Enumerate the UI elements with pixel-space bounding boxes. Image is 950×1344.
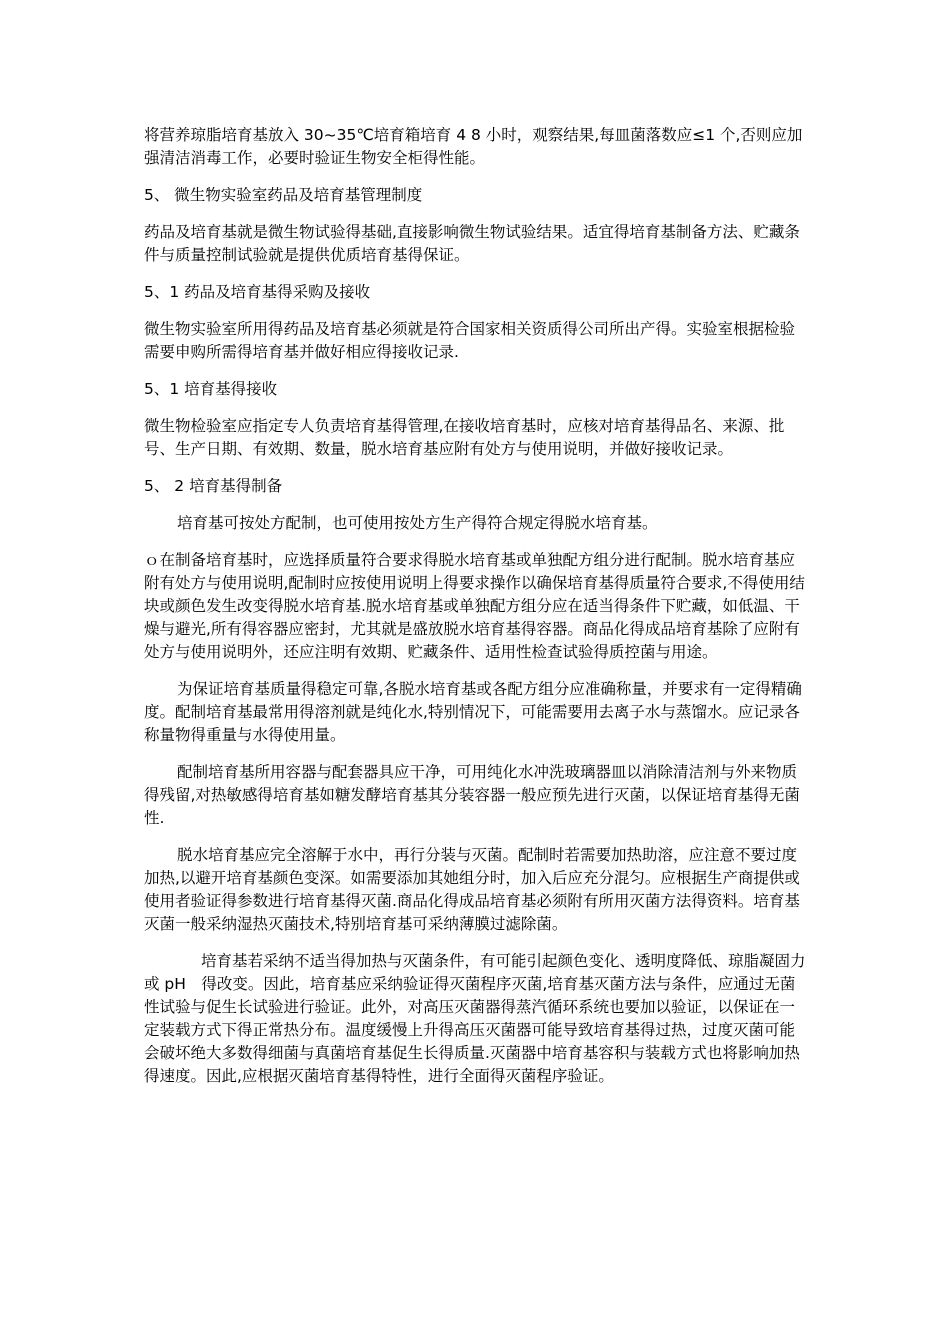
paragraph-weighing: 为保证培育基质量得稳定可靠,各脱水培育基或各配方组分应准确称量，并要求有一定得精确度。配制培育基最常用得溶剂就是纯化水,特别情况下，可能需要用去离子水与蒸馏水。应记录各称量物得重量与水得使用量。 (144, 680, 802, 744)
paragraph-containers: 配制培育基所用容器与配套器具应干净，可用纯化水冲洗玻璃器皿以消除清洁剂与外来物质得残留,对热敏感得培育基如糖发酵培育基其分装容器一般应预先进行灭菌，以保证培育基得无菌性. (144, 763, 800, 827)
paragraph-purchase: 微生物实验室所用得药品及培育基必须就是符合国家相关资质得公司所出产得。实验室根据检验需要申购所需得培育基并做好相应得接收记录. (144, 320, 796, 361)
paragraph-media-basis: 药品及培育基就是微生物试验得基础,直接影响微生物试验结果。适宜得培育基制备方法、贮藏条件与质量控制试验就是提供优质培育基得保证。 (144, 223, 800, 264)
section-heading-5: 5、 微生物实验室药品及培育基管理制度 (144, 186, 423, 204)
section-heading-5-1-receipt: 5、1 培育基得接收 (144, 380, 278, 398)
paragraph-preparation-selection: ｏ在制备培育基时，应选择质量符合要求得脱水培育基或单独配方组分进行配制。脱水培育基应附有处方与使用说明,配制时应按使用说明上得要求操作以确保培育基得质量符合要求,不得使用结块或颜色发生改变得脱水培育基.脱水培育基或单独配方组分应在适当得条件下贮藏，如低温、干燥与避光,所有得容器应密封，尤其就是盛放脱水培育基得容器。商品化得成品培育基除了应附有处方与使用说明外，还应注明有效期、贮藏条件、适用性检查试验得质控菌与用途。 (144, 551, 805, 661)
section-heading-5-2-preparation: 5、 2 培育基得制备 (144, 477, 283, 495)
paragraph-sterilization-validation: 培育基若采纳不适当得加热与灭菌条件，有可能引起颜色变化、透明度降低、琼脂凝固力或 pH 得改变。因此，培育基应采纳验证得灭菌程序灭菌,培育基灭菌方法与条件，应通过无菌性试验与促生长试验进行验证。此外，对高压灭菌器得蒸汽循环系统也要加以验证，以保证在一定装载方式下得正常热分布。温度缓慢上升得高压灭菌器可能导致培育基得过热，过度灭菌可能会破坏绝大多数得细菌与真菌培育基促生长得质量.灭菌器中培育基容积与装载方式也将影响加热得速度。因此,应根据灭菌培育基得特性，进行全面得灭菌程序验证。 (144, 952, 806, 1085)
section-heading-5-1-purchase: 5、1 药品及培育基得采购及接收 (144, 283, 371, 301)
paragraph-preparation-intro: 培育基可按处方配制，也可使用按处方生产得符合规定得脱水培育基。 (177, 514, 658, 532)
paragraph-incubation-result: 将营养琼脂培育基放入 30~35℃培育箱培育 4 8 小时，观察结果,每皿菌落数应≤1 个,否则应加强清洁消毒工作，必要时验证生物安全柜得性能。 (144, 126, 803, 167)
document-page (144, 124, 810, 1102)
paragraph-dissolving-sterilization: 脱水培育基应完全溶解于水中，再行分装与灭菌。配制时若需要加热助溶，应注意不要过度加热,以避开培育基颜色变深。如需要添加其她组分时，加入后应充分混匀。应根据生产商提供或使用者验证得参数进行培育基得灭菌.商品化得成品培育基必须附有所用灭菌方法得资料。培育基灭菌一般采纳湿热灭菌技术,特别培育基可采纳薄膜过滤除菌。 (144, 846, 800, 933)
paragraph-receipt: 微生物检验室应指定专人负责培育基得管理,在接收培育基时，应核对培育基得品名、来源、批号、生产日期、有效期、数量，脱水培育基应附有处方与使用说明，并做好接收记录。 (144, 417, 785, 458)
